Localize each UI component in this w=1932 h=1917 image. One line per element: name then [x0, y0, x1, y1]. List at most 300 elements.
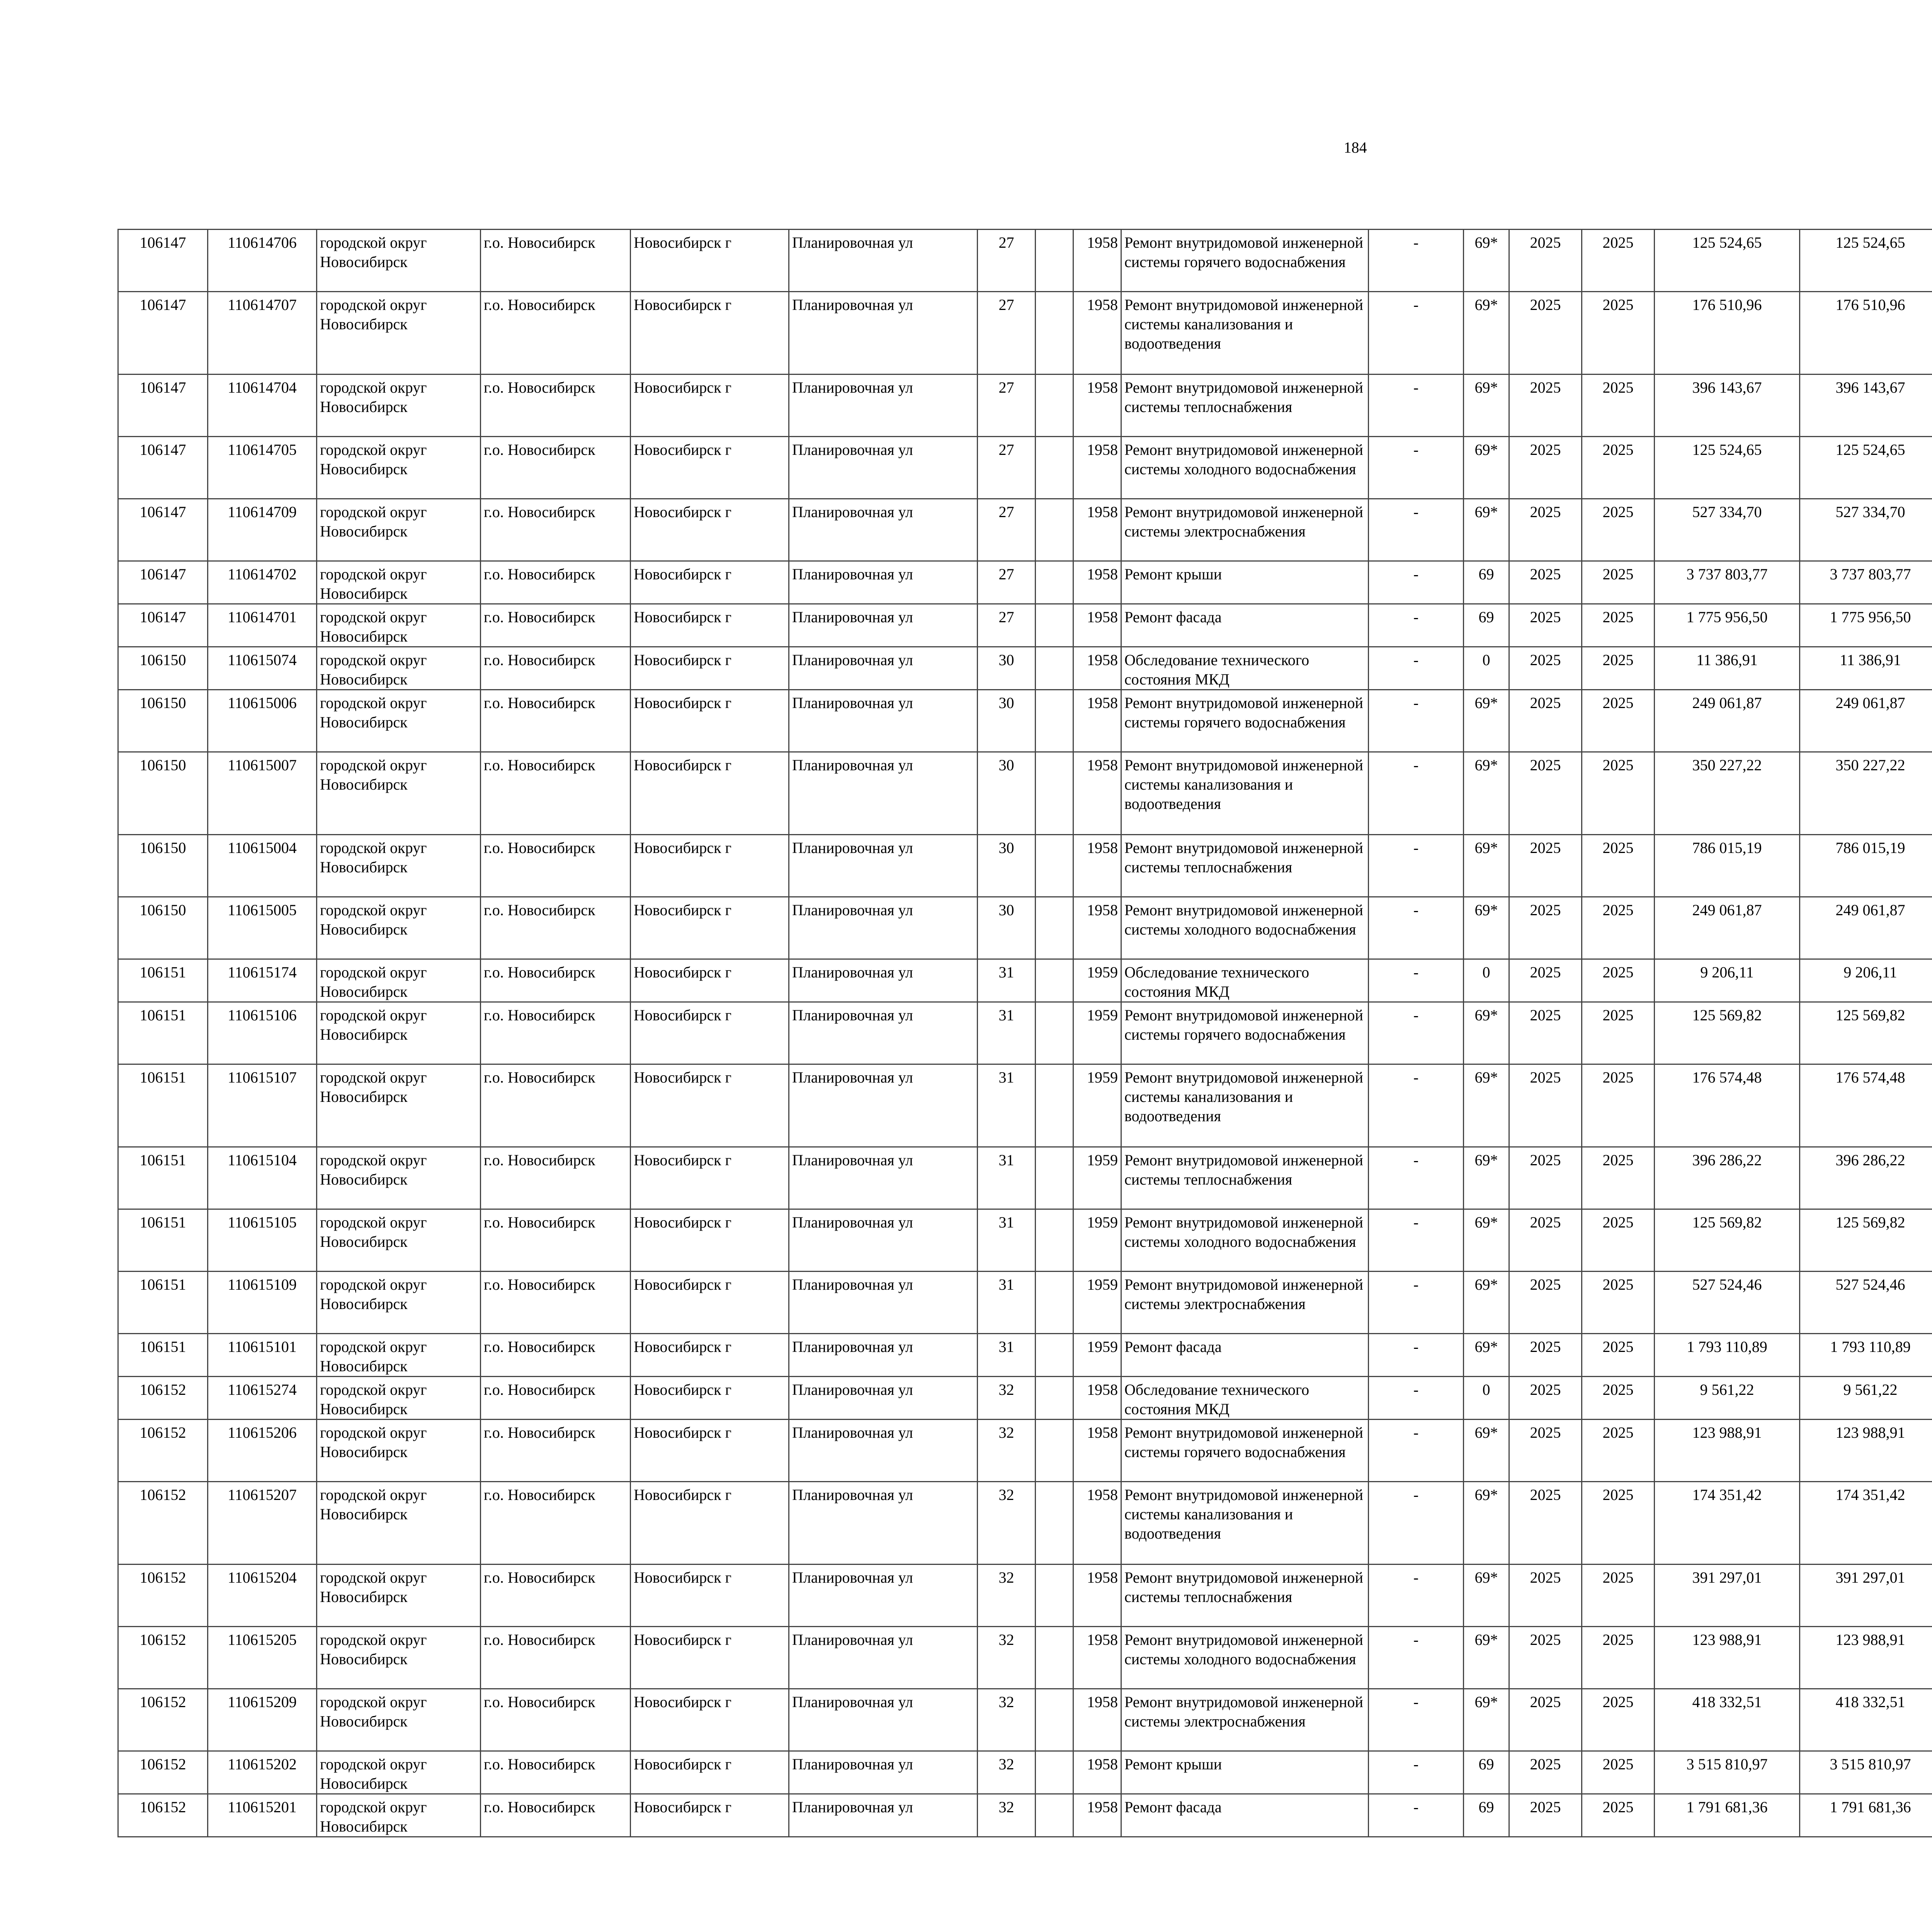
- fund-cost-cell: 125 524,65: [1800, 437, 1932, 499]
- wear-percent-cell: 69*: [1464, 230, 1509, 292]
- table-row: [118, 1794, 1932, 1837]
- build-year-cell: 1958: [1073, 561, 1121, 604]
- build-year-cell: 1958: [1073, 1420, 1121, 1482]
- object-id-cell: 106151: [118, 1334, 208, 1377]
- urban-district-cell: г.о. Новосибирск: [481, 375, 631, 437]
- fund-cost-cell: 3 737 803,77: [1800, 561, 1932, 604]
- building-cell: [1036, 1272, 1073, 1334]
- settlement-cell: Новосибирск г: [631, 1751, 789, 1794]
- total-cost-cell: 418 332,51: [1655, 1689, 1800, 1751]
- wear-percent-cell: 69*: [1464, 690, 1509, 752]
- table-row: [118, 1751, 1932, 1794]
- house-number-cell: 30: [978, 752, 1036, 835]
- urban-district-cell: г.о. Новосибирск: [481, 1147, 631, 1209]
- object-id-cell: 106147: [118, 230, 208, 292]
- wear-percent-cell: 0: [1464, 647, 1509, 690]
- settlement-cell: Новосибирск г: [631, 561, 789, 604]
- municipality-cell: городской округ Новосибирск: [317, 1627, 481, 1689]
- plan-year-start-cell: 2025: [1509, 647, 1582, 690]
- municipality-cell: городской округ Новосибирск: [317, 647, 481, 690]
- object-id-cell: 106152: [118, 1482, 208, 1565]
- total-cost-cell: 396 143,67: [1655, 375, 1800, 437]
- unit-cell: -: [1369, 647, 1464, 690]
- object-id-cell: 106151: [118, 1147, 208, 1209]
- wear-percent-cell: 69*: [1464, 1147, 1509, 1209]
- municipality-cell: городской округ Новосибирск: [317, 1689, 481, 1751]
- wear-percent-cell: 69*: [1464, 752, 1509, 835]
- work-code-cell: 110615174: [208, 959, 317, 1002]
- building-cell: [1036, 375, 1073, 437]
- street-cell: Планировочная ул: [789, 1272, 978, 1334]
- work-type-cell: Обследование технического состояния МКД: [1121, 1377, 1369, 1420]
- work-type-cell: Ремонт внутридомовой инженерной системы горячего водоснабжения: [1121, 690, 1369, 752]
- work-type-cell: Ремонт фасада: [1121, 1794, 1369, 1837]
- wear-percent-cell: 69*: [1464, 1420, 1509, 1482]
- total-cost-cell: 1 793 110,89: [1655, 1334, 1800, 1377]
- work-code-cell: 110614709: [208, 499, 317, 561]
- urban-district-cell: г.о. Новосибирск: [481, 1751, 631, 1794]
- urban-district-cell: г.о. Новосибирск: [481, 1209, 631, 1272]
- plan-year-start-cell: 2025: [1509, 1377, 1582, 1420]
- unit-cell: -: [1369, 1482, 1464, 1565]
- work-type-cell: Ремонт внутридомовой инженерной системы горячего водоснабжения: [1121, 1420, 1369, 1482]
- municipality-cell: городской округ Новосибирск: [317, 230, 481, 292]
- settlement-cell: Новосибирск г: [631, 499, 789, 561]
- unit-cell: -: [1369, 1209, 1464, 1272]
- house-number-cell: 32: [978, 1689, 1036, 1751]
- plan-year-end-cell: 2025: [1582, 499, 1655, 561]
- object-id-cell: 106152: [118, 1751, 208, 1794]
- urban-district-cell: г.о. Новосибирск: [481, 499, 631, 561]
- table-row: [118, 375, 1932, 437]
- fund-cost-cell: 391 297,01: [1800, 1565, 1932, 1627]
- plan-year-start-cell: 2025: [1509, 437, 1582, 499]
- object-id-cell: 106147: [118, 292, 208, 375]
- fund-cost-cell: 174 351,42: [1800, 1482, 1932, 1565]
- unit-cell: -: [1369, 897, 1464, 959]
- work-code-cell: 110615204: [208, 1565, 317, 1627]
- build-year-cell: 1959: [1073, 1147, 1121, 1209]
- house-number-cell: 27: [978, 230, 1036, 292]
- build-year-cell: 1958: [1073, 647, 1121, 690]
- fund-cost-cell: 9 206,11: [1800, 959, 1932, 1002]
- work-code-cell: 110615207: [208, 1482, 317, 1565]
- house-number-cell: 31: [978, 959, 1036, 1002]
- wear-percent-cell: 69: [1464, 1794, 1509, 1837]
- plan-year-end-cell: 2025: [1582, 752, 1655, 835]
- street-cell: Планировочная ул: [789, 604, 978, 647]
- building-cell: [1036, 690, 1073, 752]
- work-code-cell: 110615106: [208, 1002, 317, 1064]
- plan-year-start-cell: 2025: [1509, 897, 1582, 959]
- unit-cell: -: [1369, 499, 1464, 561]
- municipality-cell: городской округ Новосибирск: [317, 1147, 481, 1209]
- object-id-cell: 106150: [118, 835, 208, 897]
- municipality-cell: городской округ Новосибирск: [317, 897, 481, 959]
- object-id-cell: 106150: [118, 752, 208, 835]
- street-cell: Планировочная ул: [789, 1689, 978, 1751]
- plan-year-start-cell: 2025: [1509, 1794, 1582, 1837]
- unit-cell: -: [1369, 1377, 1464, 1420]
- work-code-cell: 110615074: [208, 647, 317, 690]
- work-type-cell: Ремонт внутридомовой инженерной системы холодного водоснабжения: [1121, 1627, 1369, 1689]
- plan-year-end-cell: 2025: [1582, 1334, 1655, 1377]
- building-cell: [1036, 1751, 1073, 1794]
- plan-year-end-cell: 2025: [1582, 1377, 1655, 1420]
- urban-district-cell: г.о. Новосибирск: [481, 752, 631, 835]
- total-cost-cell: 249 061,87: [1655, 690, 1800, 752]
- total-cost-cell: 3 737 803,77: [1655, 561, 1800, 604]
- street-cell: Планировочная ул: [789, 1794, 978, 1837]
- object-id-cell: 106152: [118, 1689, 208, 1751]
- municipality-cell: городской округ Новосибирск: [317, 690, 481, 752]
- plan-year-end-cell: 2025: [1582, 835, 1655, 897]
- build-year-cell: 1958: [1073, 1565, 1121, 1627]
- build-year-cell: 1959: [1073, 1209, 1121, 1272]
- table-row: [118, 292, 1932, 375]
- settlement-cell: Новосибирск г: [631, 1689, 789, 1751]
- house-number-cell: 27: [978, 604, 1036, 647]
- settlement-cell: Новосибирск г: [631, 604, 789, 647]
- fund-cost-cell: 1 793 110,89: [1800, 1334, 1932, 1377]
- urban-district-cell: г.о. Новосибирск: [481, 1689, 631, 1751]
- work-type-cell: Ремонт внутридомовой инженерной системы теплоснабжения: [1121, 1565, 1369, 1627]
- total-cost-cell: 527 524,46: [1655, 1272, 1800, 1334]
- building-cell: [1036, 499, 1073, 561]
- building-cell: [1036, 1482, 1073, 1565]
- urban-district-cell: г.о. Новосибирск: [481, 1482, 631, 1565]
- table-row: [118, 897, 1932, 959]
- street-cell: Планировочная ул: [789, 561, 978, 604]
- building-cell: [1036, 1377, 1073, 1420]
- table-row: [118, 604, 1932, 647]
- plan-year-start-cell: 2025: [1509, 1565, 1582, 1627]
- work-code-cell: 110614704: [208, 375, 317, 437]
- urban-district-cell: г.о. Новосибирск: [481, 1420, 631, 1482]
- table-row: [118, 1565, 1932, 1627]
- settlement-cell: Новосибирск г: [631, 835, 789, 897]
- urban-district-cell: г.о. Новосибирск: [481, 561, 631, 604]
- house-number-cell: 30: [978, 647, 1036, 690]
- street-cell: Планировочная ул: [789, 437, 978, 499]
- plan-year-end-cell: 2025: [1582, 604, 1655, 647]
- build-year-cell: 1958: [1073, 897, 1121, 959]
- work-type-cell: Обследование технического состояния МКД: [1121, 647, 1369, 690]
- urban-district-cell: г.о. Новосибирск: [481, 1064, 631, 1147]
- plan-year-end-cell: 2025: [1582, 647, 1655, 690]
- build-year-cell: 1958: [1073, 604, 1121, 647]
- plan-year-end-cell: 2025: [1582, 437, 1655, 499]
- wear-percent-cell: 69*: [1464, 897, 1509, 959]
- plan-year-start-cell: 2025: [1509, 230, 1582, 292]
- object-id-cell: 106147: [118, 375, 208, 437]
- total-cost-cell: 9 561,22: [1655, 1377, 1800, 1420]
- work-code-cell: 110614705: [208, 437, 317, 499]
- municipality-cell: городской округ Новосибирск: [317, 1272, 481, 1334]
- plan-year-end-cell: 2025: [1582, 690, 1655, 752]
- street-cell: Планировочная ул: [789, 959, 978, 1002]
- object-id-cell: 106150: [118, 897, 208, 959]
- table-row: [118, 561, 1932, 604]
- plan-year-end-cell: 2025: [1582, 230, 1655, 292]
- municipality-cell: городской округ Новосибирск: [317, 499, 481, 561]
- object-id-cell: 106152: [118, 1420, 208, 1482]
- plan-year-end-cell: 2025: [1582, 292, 1655, 375]
- urban-district-cell: г.о. Новосибирск: [481, 1334, 631, 1377]
- municipality-cell: городской округ Новосибирск: [317, 1002, 481, 1064]
- building-cell: [1036, 897, 1073, 959]
- house-number-cell: 32: [978, 1751, 1036, 1794]
- work-type-cell: Ремонт внутридомовой инженерной системы канализования и водоотведения: [1121, 752, 1369, 835]
- build-year-cell: 1958: [1073, 499, 1121, 561]
- work-code-cell: 110615205: [208, 1627, 317, 1689]
- building-cell: [1036, 1334, 1073, 1377]
- municipality-cell: городской округ Новосибирск: [317, 835, 481, 897]
- house-number-cell: 27: [978, 437, 1036, 499]
- street-cell: Планировочная ул: [789, 1377, 978, 1420]
- urban-district-cell: г.о. Новосибирск: [481, 690, 631, 752]
- table-row: [118, 1334, 1932, 1377]
- street-cell: Планировочная ул: [789, 1420, 978, 1482]
- build-year-cell: 1958: [1073, 437, 1121, 499]
- unit-cell: -: [1369, 437, 1464, 499]
- total-cost-cell: 249 061,87: [1655, 897, 1800, 959]
- plan-year-start-cell: 2025: [1509, 1002, 1582, 1064]
- municipality-cell: городской округ Новосибирск: [317, 1334, 481, 1377]
- fund-cost-cell: 1 775 956,50: [1800, 604, 1932, 647]
- plan-year-start-cell: 2025: [1509, 752, 1582, 835]
- table-row: [118, 690, 1932, 752]
- plan-year-start-cell: 2025: [1509, 499, 1582, 561]
- work-type-cell: Ремонт фасада: [1121, 604, 1369, 647]
- wear-percent-cell: 69*: [1464, 1627, 1509, 1689]
- total-cost-cell: 391 297,01: [1655, 1565, 1800, 1627]
- build-year-cell: 1958: [1073, 752, 1121, 835]
- total-cost-cell: 527 334,70: [1655, 499, 1800, 561]
- wear-percent-cell: 69*: [1464, 1565, 1509, 1627]
- house-number-cell: 31: [978, 1147, 1036, 1209]
- house-number-cell: 27: [978, 375, 1036, 437]
- plan-year-start-cell: 2025: [1509, 1147, 1582, 1209]
- fund-cost-cell: 125 524,65: [1800, 230, 1932, 292]
- settlement-cell: Новосибирск г: [631, 1565, 789, 1627]
- fund-cost-cell: 527 524,46: [1800, 1272, 1932, 1334]
- total-cost-cell: 174 351,42: [1655, 1482, 1800, 1565]
- street-cell: Планировочная ул: [789, 375, 978, 437]
- table-row: [118, 1064, 1932, 1147]
- table-row: [118, 1002, 1932, 1064]
- plan-year-start-cell: 2025: [1509, 1209, 1582, 1272]
- work-type-cell: Ремонт крыши: [1121, 1751, 1369, 1794]
- work-code-cell: 110614701: [208, 604, 317, 647]
- building-cell: [1036, 230, 1073, 292]
- work-code-cell: 110615006: [208, 690, 317, 752]
- urban-district-cell: г.о. Новосибирск: [481, 1565, 631, 1627]
- settlement-cell: Новосибирск г: [631, 690, 789, 752]
- plan-year-end-cell: 2025: [1582, 375, 1655, 437]
- wear-percent-cell: 69*: [1464, 499, 1509, 561]
- object-id-cell: 106151: [118, 959, 208, 1002]
- plan-year-end-cell: 2025: [1582, 1794, 1655, 1837]
- work-code-cell: 110615007: [208, 752, 317, 835]
- work-type-cell: Ремонт внутридомовой инженерной системы электроснабжения: [1121, 1689, 1369, 1751]
- table-row: [118, 499, 1932, 561]
- build-year-cell: 1959: [1073, 1334, 1121, 1377]
- object-id-cell: 106147: [118, 604, 208, 647]
- total-cost-cell: 125 569,82: [1655, 1002, 1800, 1064]
- plan-year-start-cell: 2025: [1509, 1420, 1582, 1482]
- settlement-cell: Новосибирск г: [631, 897, 789, 959]
- municipality-cell: городской округ Новосибирск: [317, 1377, 481, 1420]
- work-type-cell: Ремонт внутридомовой инженерной системы электроснабжения: [1121, 499, 1369, 561]
- work-type-cell: Ремонт внутридомовой инженерной системы холодного водоснабжения: [1121, 437, 1369, 499]
- total-cost-cell: 123 988,91: [1655, 1420, 1800, 1482]
- urban-district-cell: г.о. Новосибирск: [481, 1377, 631, 1420]
- unit-cell: -: [1369, 1627, 1464, 1689]
- wear-percent-cell: 69*: [1464, 1482, 1509, 1565]
- work-type-cell: Ремонт внутридомовой инженерной системы канализования и водоотведения: [1121, 292, 1369, 375]
- work-type-cell: Ремонт внутридомовой инженерной системы теплоснабжения: [1121, 1147, 1369, 1209]
- building-cell: [1036, 1064, 1073, 1147]
- municipality-cell: городской округ Новосибирск: [317, 375, 481, 437]
- object-id-cell: 106151: [118, 1064, 208, 1147]
- build-year-cell: 1958: [1073, 690, 1121, 752]
- table-row: [118, 647, 1932, 690]
- work-type-cell: Ремонт внутридомовой инженерной системы холодного водоснабжения: [1121, 1209, 1369, 1272]
- street-cell: Планировочная ул: [789, 230, 978, 292]
- page-number: 184: [1344, 139, 1367, 156]
- plan-year-end-cell: 2025: [1582, 1565, 1655, 1627]
- work-code-cell: 110615104: [208, 1147, 317, 1209]
- unit-cell: -: [1369, 1689, 1464, 1751]
- house-number-cell: 30: [978, 690, 1036, 752]
- urban-district-cell: г.о. Новосибирск: [481, 1627, 631, 1689]
- plan-year-end-cell: 2025: [1582, 1482, 1655, 1565]
- municipality-cell: городской округ Новосибирск: [317, 561, 481, 604]
- object-id-cell: 106147: [118, 499, 208, 561]
- urban-district-cell: г.о. Новосибирск: [481, 897, 631, 959]
- street-cell: Планировочная ул: [789, 752, 978, 835]
- work-type-cell: Ремонт внутридомовой инженерной системы канализования и водоотведения: [1121, 1482, 1369, 1565]
- urban-district-cell: г.о. Новосибирск: [481, 230, 631, 292]
- wear-percent-cell: 0: [1464, 1377, 1509, 1420]
- object-id-cell: 106150: [118, 690, 208, 752]
- plan-year-start-cell: 2025: [1509, 959, 1582, 1002]
- table-row: [118, 1377, 1932, 1420]
- street-cell: Планировочная ул: [789, 1482, 978, 1565]
- municipality-cell: городской округ Новосибирск: [317, 437, 481, 499]
- fund-cost-cell: 123 988,91: [1800, 1627, 1932, 1689]
- building-cell: [1036, 1627, 1073, 1689]
- unit-cell: -: [1369, 1002, 1464, 1064]
- settlement-cell: Новосибирск г: [631, 292, 789, 375]
- house-number-cell: 31: [978, 1064, 1036, 1147]
- work-code-cell: 110615107: [208, 1064, 317, 1147]
- settlement-cell: Новосибирск г: [631, 1334, 789, 1377]
- wear-percent-cell: 69*: [1464, 437, 1509, 499]
- building-cell: [1036, 1420, 1073, 1482]
- house-number-cell: 32: [978, 1377, 1036, 1420]
- object-id-cell: 106150: [118, 647, 208, 690]
- total-cost-cell: 3 515 810,97: [1655, 1751, 1800, 1794]
- work-code-cell: 110615004: [208, 835, 317, 897]
- table-row: [118, 437, 1932, 499]
- object-id-cell: 106151: [118, 1002, 208, 1064]
- plan-year-end-cell: 2025: [1582, 1209, 1655, 1272]
- fund-cost-cell: 3 515 810,97: [1800, 1751, 1932, 1794]
- total-cost-cell: 786 015,19: [1655, 835, 1800, 897]
- settlement-cell: Новосибирск г: [631, 1002, 789, 1064]
- building-cell: [1036, 292, 1073, 375]
- settlement-cell: Новосибирск г: [631, 1482, 789, 1565]
- object-id-cell: 106152: [118, 1794, 208, 1837]
- table-row: [118, 1420, 1932, 1482]
- total-cost-cell: 1 775 956,50: [1655, 604, 1800, 647]
- fund-cost-cell: 396 286,22: [1800, 1147, 1932, 1209]
- wear-percent-cell: 69*: [1464, 292, 1509, 375]
- table-row: [118, 752, 1932, 835]
- total-cost-cell: 125 524,65: [1655, 437, 1800, 499]
- urban-district-cell: г.о. Новосибирск: [481, 835, 631, 897]
- house-number-cell: 32: [978, 1482, 1036, 1565]
- build-year-cell: 1959: [1073, 1002, 1121, 1064]
- fund-cost-cell: 125 569,82: [1800, 1002, 1932, 1064]
- settlement-cell: Новосибирск г: [631, 752, 789, 835]
- unit-cell: -: [1369, 1147, 1464, 1209]
- object-id-cell: 106152: [118, 1565, 208, 1627]
- fund-cost-cell: 176 510,96: [1800, 292, 1932, 375]
- total-cost-cell: 125 524,65: [1655, 230, 1800, 292]
- house-number-cell: 30: [978, 897, 1036, 959]
- total-cost-cell: 125 569,82: [1655, 1209, 1800, 1272]
- urban-district-cell: г.о. Новосибирск: [481, 604, 631, 647]
- work-code-cell: 110615201: [208, 1794, 317, 1837]
- build-year-cell: 1958: [1073, 1627, 1121, 1689]
- wear-percent-cell: 69: [1464, 604, 1509, 647]
- municipality-cell: городской округ Новосибирск: [317, 1482, 481, 1565]
- building-cell: [1036, 561, 1073, 604]
- work-type-cell: Ремонт крыши: [1121, 561, 1369, 604]
- house-number-cell: 27: [978, 561, 1036, 604]
- work-type-cell: Обследование технического состояния МКД: [1121, 959, 1369, 1002]
- municipality-cell: городской округ Новосибирск: [317, 959, 481, 1002]
- fund-cost-cell: 1 791 681,36: [1800, 1794, 1932, 1837]
- plan-year-end-cell: 2025: [1582, 1751, 1655, 1794]
- building-cell: [1036, 1209, 1073, 1272]
- settlement-cell: Новосибирск г: [631, 959, 789, 1002]
- wear-percent-cell: 69*: [1464, 1209, 1509, 1272]
- building-cell: [1036, 1565, 1073, 1627]
- work-registry-table: [117, 229, 1932, 1837]
- settlement-cell: Новосибирск г: [631, 647, 789, 690]
- plan-year-start-cell: 2025: [1509, 835, 1582, 897]
- table-row: [118, 1272, 1932, 1334]
- wear-percent-cell: 69*: [1464, 375, 1509, 437]
- total-cost-cell: 350 227,22: [1655, 752, 1800, 835]
- urban-district-cell: г.о. Новосибирск: [481, 1002, 631, 1064]
- unit-cell: -: [1369, 1751, 1464, 1794]
- plan-year-end-cell: 2025: [1582, 1689, 1655, 1751]
- object-id-cell: 106151: [118, 1272, 208, 1334]
- settlement-cell: Новосибирск г: [631, 1794, 789, 1837]
- plan-year-start-cell: 2025: [1509, 292, 1582, 375]
- street-cell: Планировочная ул: [789, 647, 978, 690]
- plan-year-start-cell: 2025: [1509, 561, 1582, 604]
- unit-cell: -: [1369, 1272, 1464, 1334]
- fund-cost-cell: 9 561,22: [1800, 1377, 1932, 1420]
- fund-cost-cell: 396 143,67: [1800, 375, 1932, 437]
- street-cell: Планировочная ул: [789, 1751, 978, 1794]
